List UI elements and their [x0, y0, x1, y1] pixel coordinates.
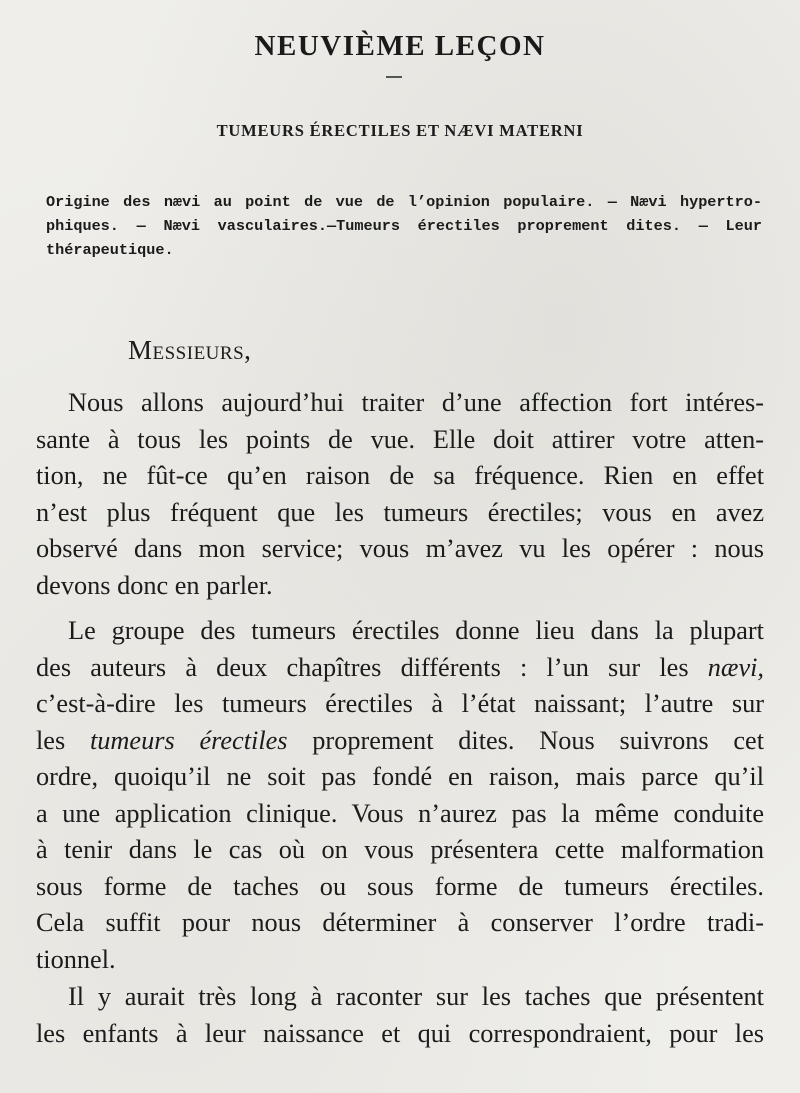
- text-line: les enfants à leur naissance et qui correspondraient, pour les: [36, 1018, 764, 1048]
- text-line: Le groupe des tumeurs érectiles donne lieu dans la plupart: [68, 616, 764, 645]
- text-line: devons donc en parler.: [36, 570, 273, 600]
- summary-line: Origine des nævi au point de vue de l’opinion populaire. — Nævi hypertro-: [46, 193, 762, 211]
- text-line: tionnel.: [36, 944, 116, 974]
- title-divider: [386, 76, 402, 78]
- text-line: à tenir dans le cas où on vous présentera cette malformation: [36, 835, 764, 864]
- text-line: Nous allons aujourd’hui traiter d’une affection fort intéres-: [68, 388, 764, 417]
- text-line: sous forme de taches ou sous forme de tumeurs érectiles.: [36, 871, 764, 901]
- text-line: Il y aurait très long à raconter sur les taches que présentent: [68, 982, 764, 1011]
- salutation: Messieurs,: [128, 335, 252, 365]
- text-line: a une application clinique. Vous n’aurez pas la même conduite: [36, 798, 764, 828]
- text-line: [36, 650, 764, 687]
- text-line: sante à tous les points de vue. Elle doit attirer votre atten-: [36, 424, 764, 454]
- summary-line: thérapeutique.: [46, 241, 174, 259]
- lesson-subtitle: TUMEURS ÉRECTILES ET NÆVI MATERNI: [216, 121, 584, 140]
- italic-term-tumeurs-erectiles: tumeurs érectiles: [89, 725, 288, 755]
- text-line: n’est plus fréquent que les tumeurs érectiles; vous en avez: [36, 497, 764, 527]
- summary-line: phiques. — Nævi vasculaires.—Tumeurs érectiles proprement dites. — Leur: [46, 217, 762, 235]
- text-segment: les: [36, 725, 90, 755]
- italic-term-naevi: nævi,: [707, 652, 764, 682]
- paragraph-1: [36, 385, 764, 604]
- text-line: ordre, quoiqu’il ne soit pas fondé en raison, mais parce qu’il: [36, 762, 764, 791]
- lesson-title: NEUVIÈME LEÇON: [254, 30, 546, 62]
- text-line: Cela suffit pour nous déterminer à conserver l’ordre tradi-: [36, 908, 764, 937]
- paragraph-2: [36, 613, 764, 978]
- text-line: c’est-à-dire les tumeurs érectiles à l’état naissant; l’autre sur: [36, 689, 764, 718]
- text-line: observé dans mon service; vous m’avez vu les opérer : nous: [36, 534, 764, 563]
- text-segment: proprement dites. Nous suivrons cet: [287, 725, 765, 755]
- paragraph-3: [36, 979, 764, 1052]
- chapter-summary: [46, 190, 762, 262]
- text-line: [36, 723, 764, 760]
- text-segment: des auteurs à deux chapîtres différents : l’un sur les: [36, 652, 708, 682]
- text-line: tion, ne fût-ce qu’en raison de sa fréquence. Rien en effet: [36, 461, 764, 490]
